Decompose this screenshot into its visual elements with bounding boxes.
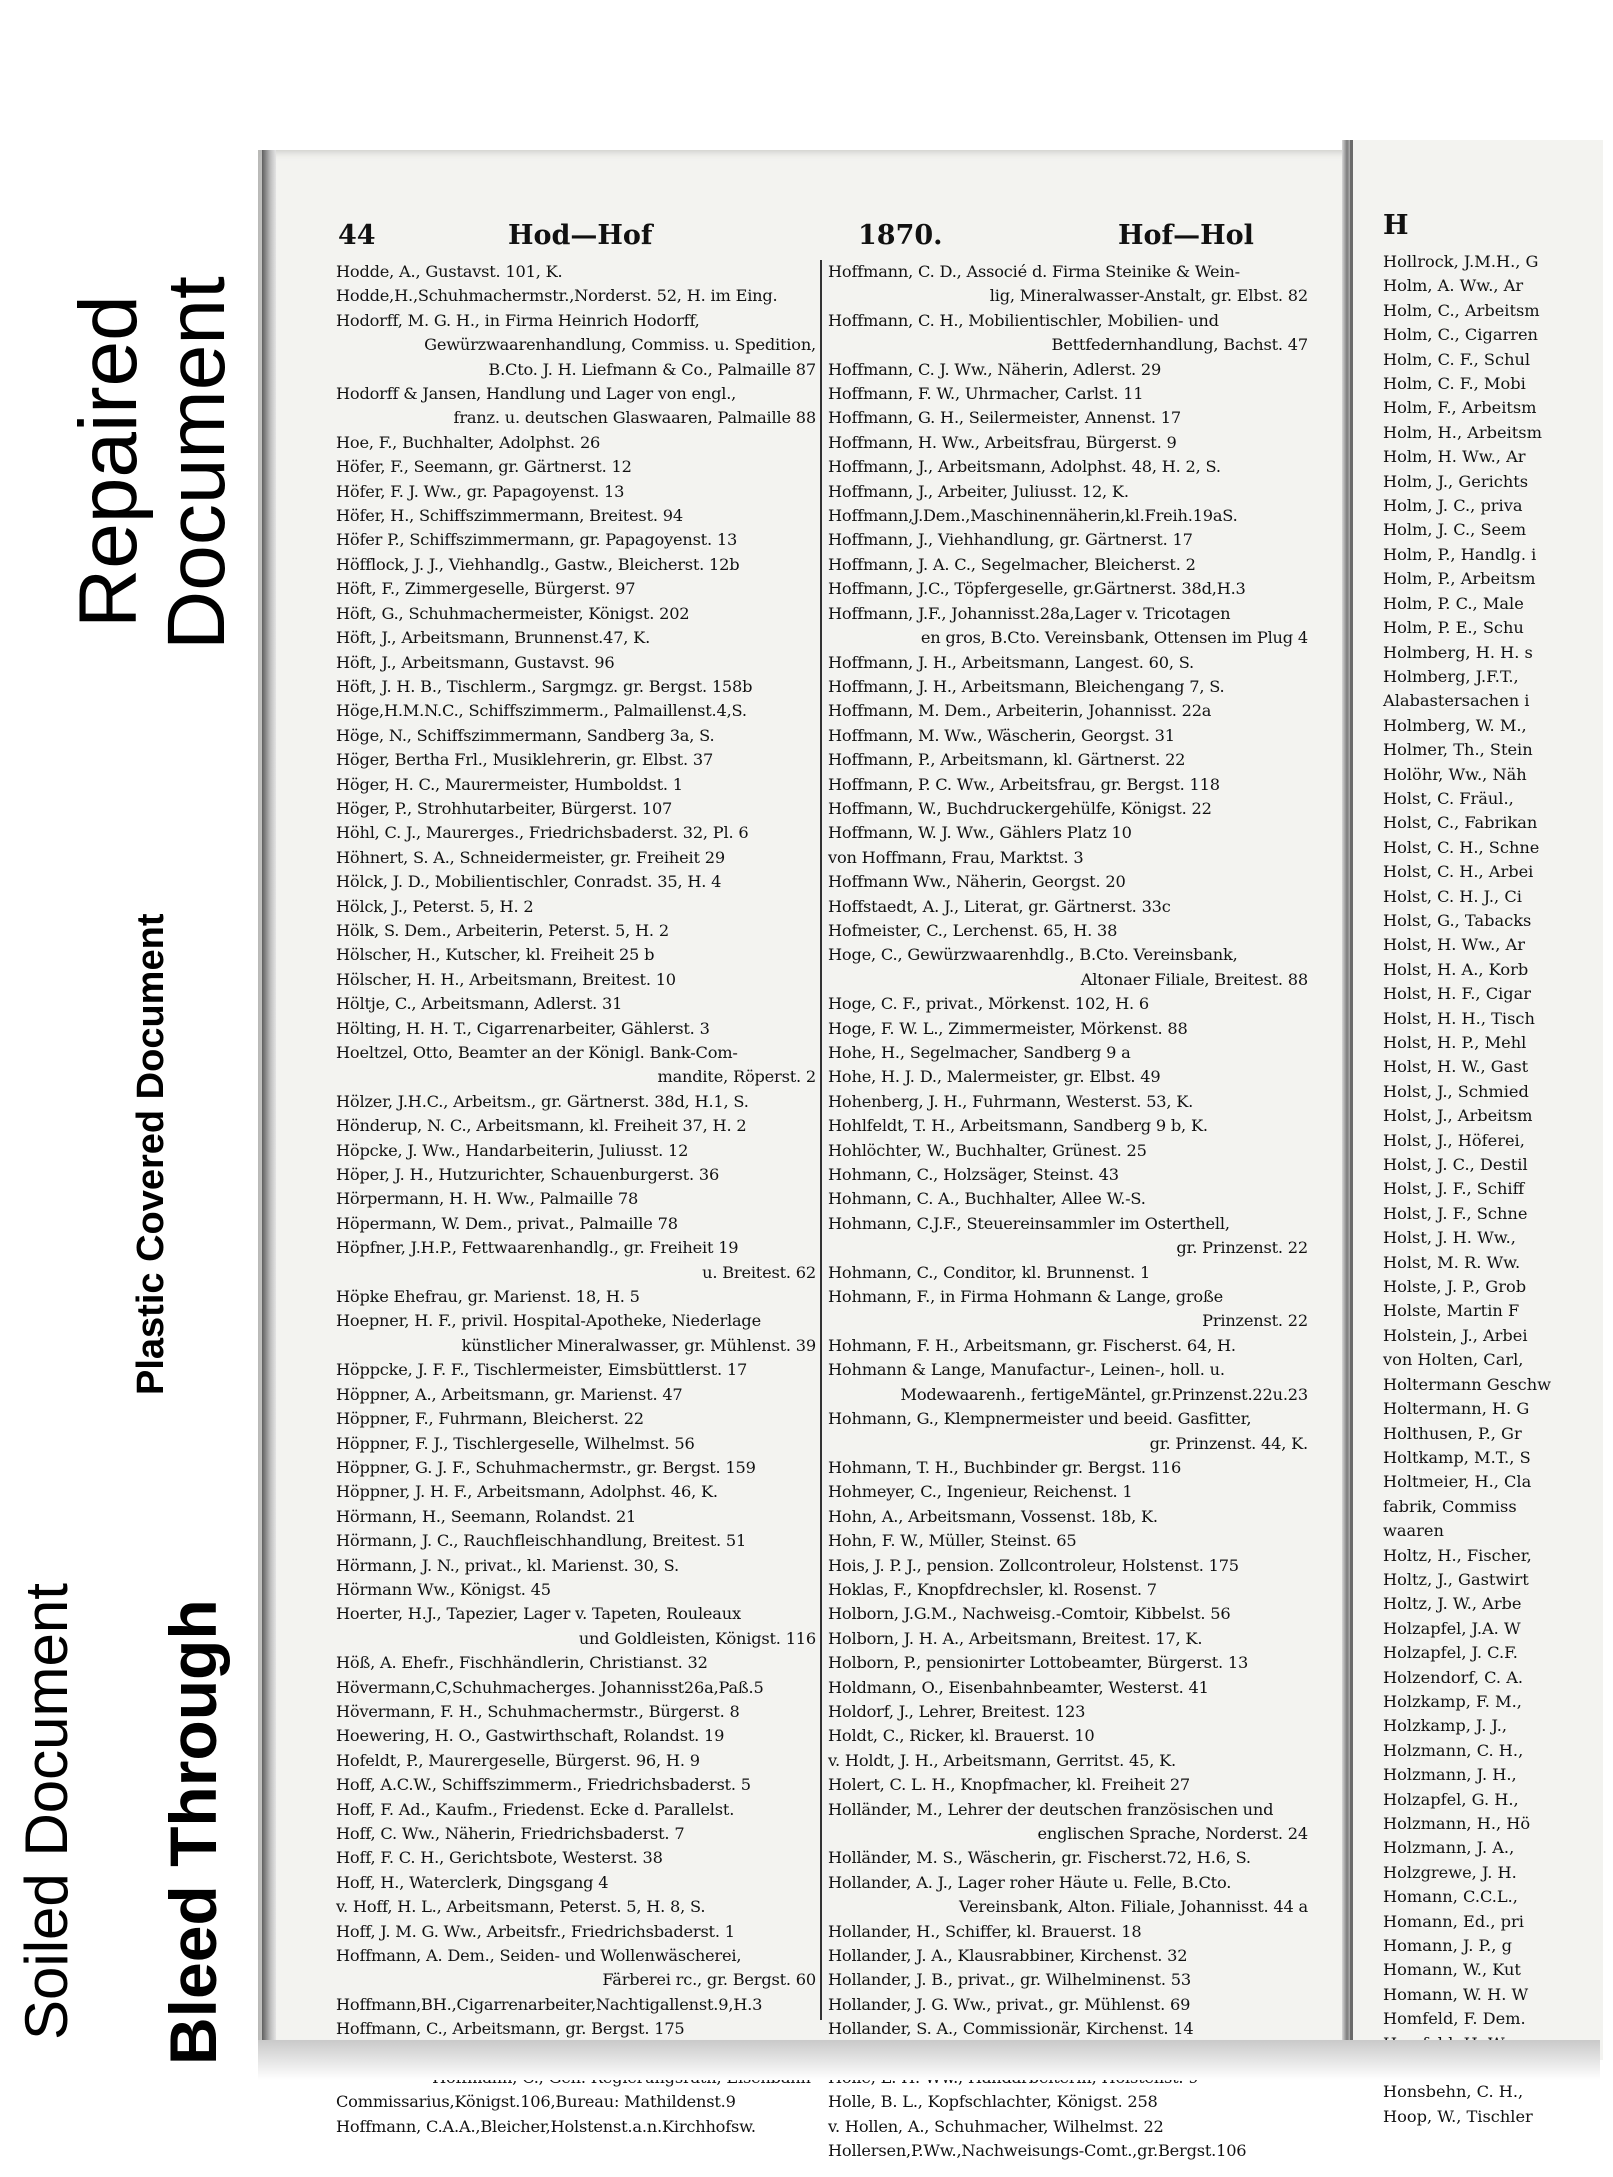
left-column-entry: Hoff, C. Ww., Näherin, Friedrichsbaderst. 7 [336, 1824, 685, 1843]
facing-page-entry: Holmer, Th., Stein [1383, 740, 1533, 760]
right-column-entry: Hoffmann, P., Arbeitsmann, kl. Gärtnerst. 22 [828, 750, 1186, 770]
facing-page-entry: Holm, J. C., Seem [1383, 520, 1527, 540]
facing-page-entry: Hollrock, J.M.H., G [1383, 252, 1539, 271]
facing-page-header: H [1383, 210, 1409, 241]
facing-page-entry: Holst, J., Schmied [1383, 1081, 1529, 1101]
facing-page-entry: Holmberg, W. M., [1383, 715, 1527, 735]
right-column [828, 260, 1308, 2164]
left-column-entry: Höhnert, S. A., Schneidermeister, gr. Freiheit 29 [336, 847, 725, 867]
left-column-entry: Höft, G., Schuhmachermeister, Königst. 202 [336, 603, 690, 623]
bleed-through-label: Bleed Through [156, 1599, 230, 2065]
left-column-entry: Hoewering, H. O., Gastwirthschaft, Rolandst. 19 [336, 1726, 725, 1746]
right-column-entry: Hoffmann, H. Ww., Arbeitsfrau, Bürgerst. 9 [828, 432, 1177, 452]
facing-page-entry: Holst, H. A., Korb [1383, 959, 1529, 979]
left-column-entry: v. Hoff, H. L., Arbeitsmann, Peterst. 5, H. 8, S. [336, 1897, 706, 1917]
page-header [338, 220, 1318, 260]
facing-page-entry: Holzmann, H., Hö [1383, 1814, 1531, 1833]
facing-page-entry: Holst, C. Fräul., [1383, 788, 1514, 808]
right-column-entry: Hoge, F. W. L., Zimmermeister, Mörkenst. 88 [828, 1018, 1188, 1038]
facing-page-entry: Honsbehn, C. H., [1383, 2082, 1524, 2102]
facing-page-column [1383, 250, 1613, 2129]
facing-page-entry: Holm, J., Gerichts [1383, 471, 1529, 491]
right-column-entry: Hohn, A., Arbeitsmann, Vossenst. 18b, K. [828, 1506, 1158, 1526]
left-column-entry: Höpcke, J. Ww., Handarbeiterin, Juliusst. 12 [336, 1140, 689, 1160]
facing-page-entry: Holm, P., Arbeitsm [1383, 569, 1536, 589]
left-column-entry: Höft, J. H. B., Tischlerm., Sargmgz. gr. Bergst. 158b [336, 676, 753, 696]
left-column-entry: mandite, Röperst. 2 [657, 1067, 816, 1087]
left-column-entry: Hoffmann, C.A.A.,Bleicher,Holstenst.a.n.Kirchhofsw. [336, 2116, 756, 2136]
left-column-entry: Hoeltzel, Otto, Beamter an der Königl. Bank-Com- [336, 1043, 738, 1062]
right-column-entry: Hollander, J. A., Klausrabbiner, Kirchenst. 32 [828, 1946, 1188, 1966]
directory-page [258, 150, 1348, 2161]
facing-page-entry: Holst, J., Höferei, [1383, 1130, 1525, 1150]
facing-page-entry: Holst, C. H., Schne [1383, 837, 1540, 857]
facing-page-entry: Holzmann, J. H., [1383, 1765, 1517, 1785]
facing-page-entry: Holöhr, Ww., Näh [1383, 764, 1527, 784]
right-column-entry: Hoffmann, J.F., Johannisst.28a,Lager v. Tricotagen [828, 603, 1231, 623]
facing-page-entry: Alabastersachen i [1383, 691, 1530, 711]
right-column-entry: v. Hollen, A., Schuhmacher, Wilhelmst. 22 [828, 2116, 1164, 2136]
facing-page-entry: fabrik, Commiss [1383, 1496, 1517, 1516]
right-column-entry: Hoffstaedt, A. J., Literat, gr. Gärtnerst. 33c [828, 896, 1171, 916]
right-column-entry: en gros, B.Cto. Vereinsbank, Ottensen im Plug 4 [920, 628, 1308, 648]
right-column-entry: Hollersen,P.Ww.,Nachweisungs-Comt.,gr.Bergst.106 [828, 2141, 1247, 2161]
facing-page-entry: Holst, J. H. Ww., [1383, 1228, 1516, 1248]
left-column-entry: Hörmann, J. N., privat., kl. Marienst. 30, S. [336, 1555, 679, 1575]
right-column-entry: Hohmann, F. H., Arbeitsmann, gr. Fischerst. 64, H. [828, 1335, 1236, 1355]
right-column-entry: Hohlfeldt, T. H., Arbeitsmann, Sandberg 9 b, K. [828, 1116, 1208, 1136]
left-column-entry: und Goldleisten, Königst. 116 [578, 1628, 816, 1648]
left-column-entry: Höpke Ehefrau, gr. Marienst. 18, H. 5 [336, 1287, 640, 1307]
facing-page-entry: Holzgrewe, J. H. [1383, 1862, 1517, 1882]
facing-page-entry: Holtz, J. W., Arbe [1383, 1594, 1522, 1614]
left-column-entry: Hörmann, H., Seemann, Rolandst. 21 [336, 1506, 637, 1526]
facing-page-entry: Holm, J. C., priva [1383, 496, 1523, 516]
left-column-entry: Hoffmann, A. Dem., Seiden- und Wollenwäscherei, [336, 1946, 742, 1966]
right-column-entry: Hofmeister, C., Lerchenst. 65, H. 38 [828, 920, 1118, 940]
page-bottom-shadow [258, 2040, 1600, 2080]
facing-page-entry: Holst, J. F., Schiff [1383, 1179, 1525, 1199]
facing-page-entry: Holst, J. C., Destil [1383, 1155, 1528, 1175]
right-range-heading: Hof—Hol [1118, 220, 1254, 251]
facing-page-entry: Holtz, H., Fischer, [1383, 1545, 1532, 1565]
facing-page-entry: von Holten, Carl, [1383, 1350, 1524, 1370]
facing-page-entry: Homann, W. H. W [1383, 1984, 1529, 2004]
right-column-entry: Hohmann, F., in Firma Hohmann & Lange, große [828, 1287, 1223, 1307]
left-column-entry: u. Breitest. 62 [702, 1262, 816, 1282]
facing-page-entry: Homfeld, F. Dem. [1383, 2009, 1526, 2029]
right-column-entry: Altonaer Filiale, Breitest. 88 [1080, 969, 1308, 989]
right-column-entry: Hoffmann, J. H., Arbeitsmann, Langest. 60, S. [828, 652, 1194, 672]
repaired-label-line1: Repaired [63, 295, 154, 628]
right-column-entry: Hohmann, C.J.F., Steuereinsammler im Osterthell, [828, 1213, 1230, 1233]
left-column-entry: Höppner, A., Arbeitsmann, gr. Marienst. 47 [336, 1384, 683, 1404]
facing-page-entry: Holmberg, J.F.T., [1383, 666, 1519, 686]
right-column-entry: Hoffmann, J., Arbeitsmann, Adolphst. 48, H. 2, S. [828, 457, 1221, 477]
right-column-entry: Holdmann, O., Eisenbahnbeamter, Westerst. 41 [828, 1677, 1209, 1697]
right-column-entry: Hoffmann, F. W., Uhrmacher, Carlst. 11 [828, 384, 1144, 404]
right-column-entry: Modewaarenh., fertigeMäntel, gr.Prinzenst.22u.23 [900, 1384, 1308, 1404]
facing-page-entry: Holm, P. C., Male [1383, 593, 1524, 613]
facing-page-entry: Holzendorf, C. A. [1383, 1667, 1524, 1687]
column-divider [820, 260, 822, 2020]
right-column-entry: gr. Prinzenst. 22 [1176, 1238, 1308, 1258]
facing-page-entry: Holzapfel, J. C.F. [1383, 1643, 1518, 1663]
facing-page-entry: Holtermann Geschw [1383, 1374, 1552, 1394]
facing-page-entry: Holm, C. F., Schul [1383, 349, 1531, 369]
right-column-entry: Hoge, C., Gewürzwaarenhdlg., B.Cto. Vereinsbank, [828, 945, 1238, 965]
facing-page-entry: Holst, G., Tabacks [1383, 910, 1532, 930]
left-column-entry: Höppner, F., Fuhrmann, Bleicherst. 22 [336, 1409, 644, 1429]
left-column-entry: Höpfner, J.H.P., Fettwaarenhandlg., gr. Freiheit 19 [336, 1238, 739, 1258]
facing-page-entry: Holstein, J., Arbei [1383, 1325, 1528, 1345]
right-column-entry: Holborn, J. H. A., Arbeitsmann, Breitest. 17, K. [828, 1628, 1203, 1648]
left-range-heading: Hod—Hof [508, 220, 653, 251]
left-column-entry: Höpermann, W. Dem., privat., Palmaille 78 [336, 1213, 678, 1233]
left-column-entry: Hönderup, N. C., Arbeitsmann, kl. Freiheit 37, H. 2 [336, 1116, 747, 1136]
page-number: 44 [338, 220, 376, 251]
facing-page-entry: Holtz, J., Gastwirt [1383, 1569, 1529, 1589]
facing-page-entry: Holm, P., Handlg. i [1383, 544, 1537, 564]
facing-page-entry: Holst, J. F., Schne [1383, 1203, 1528, 1223]
left-column-entry: Höger, H. C., Maurermeister, Humboldst. 1 [336, 774, 683, 794]
right-column-entry: Hollander, H., Schiffer, kl. Brauerst. 18 [828, 1921, 1142, 1941]
left-column-entry: Hoepner, H. F., privil. Hospital-Apotheke, Niederlage [336, 1311, 761, 1331]
right-column-entry: Hoffmann, J., Viehhandlung, gr. Gärtnerst. 17 [828, 530, 1193, 550]
right-column-entry: Hoffmann, M. Dem., Arbeiterin, Johannisst. 22a [828, 701, 1212, 721]
facing-page-entry: Holm, F., Arbeitsm [1383, 398, 1537, 418]
left-column-entry: Höppcke, J. F. F., Tischlermeister, Eimsbüttlerst. 17 [336, 1360, 748, 1380]
left-column-entry: Hörmann, J. C., Rauchfleischhandlung, Breitest. 51 [336, 1531, 747, 1551]
right-column-entry: Hoffmann, M. Ww., Wäscherin, Georgst. 31 [828, 725, 1175, 745]
right-column-entry: Hohmann & Lange, Manufactur-, Leinen-, holl. u. [828, 1360, 1225, 1380]
right-column-entry: Hohn, F. W., Müller, Steinst. 65 [828, 1531, 1077, 1551]
right-column-entry: Hollander, A. J., Lager roher Häute u. Felle, B.Cto. [828, 1872, 1232, 1892]
right-column-entry: Hohe, H. J. D., Malermeister, gr. Elbst. 49 [828, 1067, 1161, 1087]
facing-page-entry: Holst, M. R. Ww. [1383, 1252, 1521, 1272]
left-column-entry: Hölscher, H., Kutscher, kl. Freiheit 25 b [336, 945, 655, 965]
left-column-entry: Höft, J., Arbeitsmann, Brunnenst.47, K. [336, 628, 651, 648]
facing-page-entry: Holzapfel, G. H., [1383, 1789, 1519, 1809]
right-column-entry: Holle, B. L., Kopfschlachter, Königst. 258 [828, 2092, 1158, 2112]
left-column-entry: Höper, J. H., Hutzurichter, Schauenburgerst. 36 [336, 1165, 720, 1185]
right-column-entry: Hoffmann, C. D., Associé d. Firma Steinike & Wein- [828, 262, 1240, 281]
facing-page [1350, 140, 1603, 2126]
right-column-entry: Hoffmann, C. H., Mobilientischler, Mobilien- und [828, 310, 1219, 330]
soiled-document-label: Soiled Document [13, 1583, 80, 2040]
facing-page-entry: Holst, H. P., Mehl [1383, 1033, 1527, 1052]
facing-page-entry: Holm, P. E., Schu [1383, 618, 1524, 638]
right-column-entry: Hois, J. P. J., pension. Zollcontroleur, Holstenst. 175 [828, 1555, 1239, 1575]
left-column-entry: Höger, Bertha Frl., Musiklehrerin, gr. Elbst. 37 [336, 750, 714, 770]
left-column-entry: Hoffmann, C., Arbeitsmann, gr. Bergst. 175 [336, 2019, 685, 2039]
right-column-entry: Hohmeyer, C., Ingenieur, Reichenst. 1 [828, 1482, 1133, 1502]
left-column-entry: Höhl, C. J., Maurerges., Friedrichsbaderst. 32, Pl. 6 [336, 823, 749, 843]
right-column-entry: Holdt, C., Ricker, kl. Brauerst. 10 [828, 1726, 1095, 1746]
left-column-entry: Hölscher, H. H., Arbeitsmann, Breitest. 10 [336, 969, 676, 989]
right-column-entry: englischen Sprache, Norderst. 24 [1037, 1824, 1308, 1843]
right-column-entry: Hohmann, T. H., Buchbinder gr. Bergst. 116 [828, 1457, 1182, 1477]
facing-page-entry: Holtermann, H. G [1383, 1399, 1530, 1419]
facing-page-entry: Holm, C., Arbeitsm [1383, 300, 1540, 320]
left-column-entry: Höfer, F., Seemann, gr. Gärtnerst. 12 [336, 457, 632, 477]
right-column-entry: Hoffmann, J.C., Töpfergeselle, gr.Gärtnerst. 38d,H.3 [828, 579, 1246, 599]
facing-page-entry: Holm, C., Cigarren [1383, 325, 1538, 345]
facing-page-entry: Holm, H. Ww., Ar [1383, 447, 1526, 467]
left-column-entry: Höppner, F. J., Tischlergeselle, Wilhelmst. 56 [336, 1433, 695, 1453]
left-column-entry: Höppner, G. J. F., Schuhmachermstr., gr. Bergst. 159 [336, 1457, 756, 1477]
facing-page-entry: Holm, H., Arbeitsm [1383, 422, 1542, 442]
right-column-entry: Hollander, S. A., Commissionär, Kirchenst. 14 [828, 2019, 1194, 2039]
facing-page-entry: Holzapfel, J.A. W [1383, 1618, 1521, 1638]
facing-page-entry: Holthusen, P., Gr [1383, 1423, 1522, 1443]
left-column-entry: Färberei rc., gr. Bergst. 60 [602, 1970, 816, 1990]
facing-page-entry: Holst, J., Arbeitsm [1383, 1106, 1533, 1126]
left-column-entry: Hoerter, H.J., Tapezier, Lager v. Tapeten, Rouleaux [336, 1604, 741, 1624]
right-column-entry: Hoffmann Ww., Näherin, Georgst. 20 [828, 872, 1126, 892]
facing-page-entry: Holm, A. Ww., Ar [1383, 276, 1524, 296]
plastic-covered-label: Plastic Covered Document [130, 913, 172, 1395]
year-heading: 1870. [858, 220, 943, 251]
right-column-entry: Hoffmann, G. H., Seilermeister, Annenst. 17 [828, 408, 1181, 428]
right-column-entry: v. Holdt, J. H., Arbeitsmann, Gerritst. 45, K. [828, 1750, 1176, 1770]
right-column-entry: Hoffmann,J.Dem.,Maschinennäherin,kl.Freih.19aS. [828, 506, 1238, 526]
facing-page-entry: Holzmann, J. A., [1383, 1838, 1515, 1858]
facing-page-entry: Holst, C., Fabrikan [1383, 813, 1538, 833]
right-column-entry: Holdorf, J., Lehrer, Breitest. 123 [828, 1701, 1086, 1721]
right-column-entry: Holländer, M., Lehrer der deutschen französischen und [828, 1799, 1274, 1819]
left-column-entry: Hodorff, M. G. H., in Firma Heinrich Hodorff, [336, 310, 700, 330]
left-column-entry: Höge,H.M.N.C., Schiffszimmerm., Palmaillenst.4,S. [336, 701, 747, 721]
left-column-entry: Hodde, A., Gustavst. 101, K. [336, 262, 563, 281]
facing-page-entry: Holst, H. Ww., Ar [1383, 935, 1525, 955]
facing-page-entry: waaren [1383, 1521, 1444, 1541]
facing-page-entry: Holste, Martin F [1383, 1301, 1520, 1321]
facing-page-entry: Holste, J. P., Grob [1383, 1277, 1527, 1297]
facing-page-entry: Holst, C. H., Arbei [1383, 862, 1534, 882]
facing-page-entry: Holtkamp, M.T., S [1383, 1447, 1531, 1467]
left-column-entry: Höger, P., Strohhutarbeiter, Bürgerst. 107 [336, 798, 673, 818]
left-column-entry: Höfer, H., Schiffszimmermann, Breitest. 94 [336, 506, 683, 526]
left-column-entry: Hölck, J. D., Mobilientischler, Conradst. 35, H. 4 [336, 872, 722, 892]
right-column-entry: Hohmann, C. A., Buchhalter, Allee W.-S. [828, 1189, 1146, 1209]
right-column-entry: Hoffmann, P. C. Ww., Arbeitsfrau, gr. Bergst. 118 [828, 774, 1220, 794]
right-column-entry: Hoffmann, J. H., Arbeitsmann, Bleichengang 7, S. [828, 676, 1225, 696]
left-column [336, 260, 816, 2139]
left-column-entry: Höge, N., Schiffszimmermann, Sandberg 3a, S. [336, 725, 715, 745]
left-column-entry: Hoff, H., Waterclerk, Dingsgang 4 [336, 1872, 609, 1892]
facing-page-entry: Homann, J. P., g [1383, 1936, 1512, 1956]
left-column-entry: Höppner, J. H. F., Arbeitsmann, Adolphst. 46, K. [336, 1482, 718, 1502]
left-column-entry: Höfer P., Schiffszimmermann, gr. Papagoyenst. 13 [336, 530, 738, 550]
right-column-entry: Hoklas, F., Knopfdrechsler, kl. Rosenst. 7 [828, 1579, 1157, 1599]
left-column-entry: Hölck, J., Peterst. 5, H. 2 [336, 896, 534, 916]
facing-page-entry: Holst, C. H. J., Ci [1383, 886, 1522, 906]
facing-page-entry: Holzkamp, F. M., [1383, 1691, 1522, 1711]
left-column-entry: Hölk, S. Dem., Arbeiterin, Peterst. 5, H. 2 [336, 920, 669, 940]
left-column-entry: Höfflock, J. J., Viehhandlg., Gastw., Bleicherst. 12b [336, 554, 740, 574]
left-column-entry: Höft, J., Arbeitsmann, Gustavst. 96 [336, 652, 615, 672]
right-column-entry: Holborn, J.G.M., Nachweisg.-Comtoir, Kibbelst. 56 [828, 1604, 1231, 1624]
right-column-entry: Hoffmann, W. J. Ww., Gählers Platz 10 [828, 823, 1132, 843]
facing-page-entry: Holmberg, H. H. s [1383, 642, 1533, 662]
right-column-entry: Prinzenst. 22 [1202, 1311, 1308, 1331]
facing-page-entry: Holst, H. H., Tisch [1383, 1008, 1535, 1028]
right-column-entry: Holländer, M. S., Wäscherin, gr. Fischerst.72, H.6, S. [828, 1848, 1251, 1868]
right-column-entry: Hoffmann, C. J. Ww., Näherin, Adlerst. 29 [828, 359, 1162, 379]
right-column-entry: Hohe, H., Segelmacher, Sandberg 9 a [828, 1043, 1131, 1062]
left-column-entry: Hörpermann, H. H. Ww., Palmaille 78 [336, 1189, 639, 1209]
right-column-entry: Hohmann, G., Klempnermeister und beeid. Gasfitter, [828, 1409, 1252, 1429]
right-column-entry: Vereinsbank, Alton. Filiale, Johannisst. 44 a [959, 1897, 1308, 1917]
left-column-entry: Hölzer, J.H.C., Arbeitsm., gr. Gärtnerst. 38d, H.1, S. [336, 1091, 749, 1111]
left-column-entry: Hoffmann,BH.,Cigarrenarbeiter,Nachtigallenst.9,H.3 [336, 1994, 763, 2014]
right-column-entry: Hollander, J. B., privat., gr. Wilhelminenst. 53 [828, 1970, 1191, 1990]
left-column-entry: Höltje, C., Arbeitsmann, Adlerst. 31 [336, 994, 623, 1014]
left-column-entry: Hölting, H. H. T., Cigarrenarbeiter, Gählerst. 3 [336, 1018, 710, 1038]
left-column-entry: Hoff, A.C.W., Schiffszimmerm., Friedrichsbaderst. 5 [336, 1775, 751, 1795]
right-column-entry: Hollander, J. G. Ww., privat., gr. Mühlenst. 69 [828, 1994, 1191, 2014]
facing-page-entry: Hoop, W., Tischler [1383, 2106, 1533, 2126]
right-column-entry: Hohlöchter, W., Buchhalter, Grünest. 25 [828, 1140, 1147, 1160]
facing-page-entry: Holzkamp, J. J., [1383, 1716, 1508, 1736]
right-column-entry: von Hoffmann, Frau, Marktst. 3 [828, 847, 1084, 867]
right-column-entry: Hohenberg, J. H., Fuhrmann, Westerst. 53, K. [828, 1091, 1194, 1111]
left-column-entry: franz. u. deutschen Glaswaaren, Palmaille 88 [453, 408, 816, 428]
repaired-label-line2: Document [151, 276, 242, 650]
facing-page-entry: Holtmeier, H., Cla [1383, 1472, 1532, 1492]
left-column-entry: Höft, F., Zimmergeselle, Bürgerst. 97 [336, 579, 636, 599]
facing-page-entry: Homann, W., Kut [1383, 1960, 1521, 1980]
right-column-entry: lig, Mineralwasser-Anstalt, gr. Elbst. 82 [989, 286, 1308, 306]
right-column-entry: Hohmann, C., Conditor, kl. Brunnenst. 1 [828, 1262, 1151, 1282]
facing-page-entry: Holzmann, C. H., [1383, 1740, 1524, 1760]
left-column-entry: Hoff, F. C. H., Gerichtsbote, Westerst. 38 [336, 1848, 663, 1868]
left-column-entry: Hofeldt, P., Maurergeselle, Bürgerst. 96, H. 9 [336, 1750, 700, 1770]
left-column-entry: Hodorff & Jansen, Handlung und Lager von engl., [336, 384, 737, 404]
left-column-entry: Hörmann Ww., Königst. 45 [336, 1579, 551, 1599]
left-column-entry: Hoff, F. Ad., Kaufm., Friedenst. Ecke d. Parallelst. [336, 1799, 735, 1819]
right-column-entry: gr. Prinzenst. 44, K. [1149, 1433, 1308, 1453]
left-column-entry: Hoe, F., Buchhalter, Adolphst. 26 [336, 432, 601, 452]
facing-page-entry: Homann, Ed., pri [1383, 1911, 1524, 1931]
left-column-entry: Hodde,H.,Schuhmachermstr.,Norderst. 52, H. im Eing. [336, 286, 778, 306]
page-edge [262, 150, 276, 2050]
left-column-entry: Hoff, J. M. G. Ww., Arbeitsfr., Friedrichsbaderst. 1 [336, 1921, 735, 1941]
right-column-entry: Hoffmann, W., Buchdruckergehülfe, Königst. 22 [828, 798, 1212, 818]
left-column-entry: Hövermann, F. H., Schuhmachermstr., Bürgerst. 8 [336, 1701, 740, 1721]
right-column-entry: Hoge, C. F., privat., Mörkenst. 102, H. 6 [828, 994, 1150, 1014]
left-column-entry: Höß, A. Ehefr., Fischhändlerin, Christianst. 32 [336, 1653, 708, 1673]
right-column-entry: Holborn, P., pensionirter Lottobeamter, Bürgerst. 13 [828, 1653, 1249, 1673]
right-column-entry: Holert, C. L. H., Knopfmacher, kl. Freiheit 27 [828, 1775, 1191, 1795]
left-column-entry: B.Cto. J. H. Liefmann & Co., Palmaille 87 [488, 359, 816, 379]
facing-page-entry: Holst, H. F., Cigar [1383, 984, 1532, 1004]
right-column-entry: Hoffmann, J. A. C., Segelmacher, Bleicherst. 2 [828, 554, 1196, 574]
facing-page-entry: Holm, C. F., Mobi [1383, 374, 1526, 394]
facing-page-entry: Holst, H. W., Gast [1383, 1057, 1529, 1077]
left-column-entry: künstlicher Mineralwasser, gr. Mühlenst. 39 [461, 1335, 816, 1355]
right-column-entry: Hohmann, C., Holzsäger, Steinst. 43 [828, 1165, 1119, 1185]
left-column-entry: Hövermann,C,Schuhmacherges. Johannisst26a,Paß.5 [336, 1677, 764, 1697]
right-column-entry: Bettfedernhandlung, Bachst. 47 [1051, 335, 1308, 355]
right-column-entry: Hoffmann, J., Arbeiter, Juliusst. 12, K. [828, 481, 1129, 501]
facing-page-entry: Homann, C.C.L., [1383, 1887, 1518, 1907]
left-column-entry: Höfer, F. J. Ww., gr. Papagoyenst. 13 [336, 481, 625, 501]
left-column-entry: Commissarius,Königst.106,Bureau: Mathildenst.9 [336, 2092, 736, 2112]
left-column-entry: Gewürzwaarenhandlung, Commiss. u. Spedition, [424, 335, 816, 355]
